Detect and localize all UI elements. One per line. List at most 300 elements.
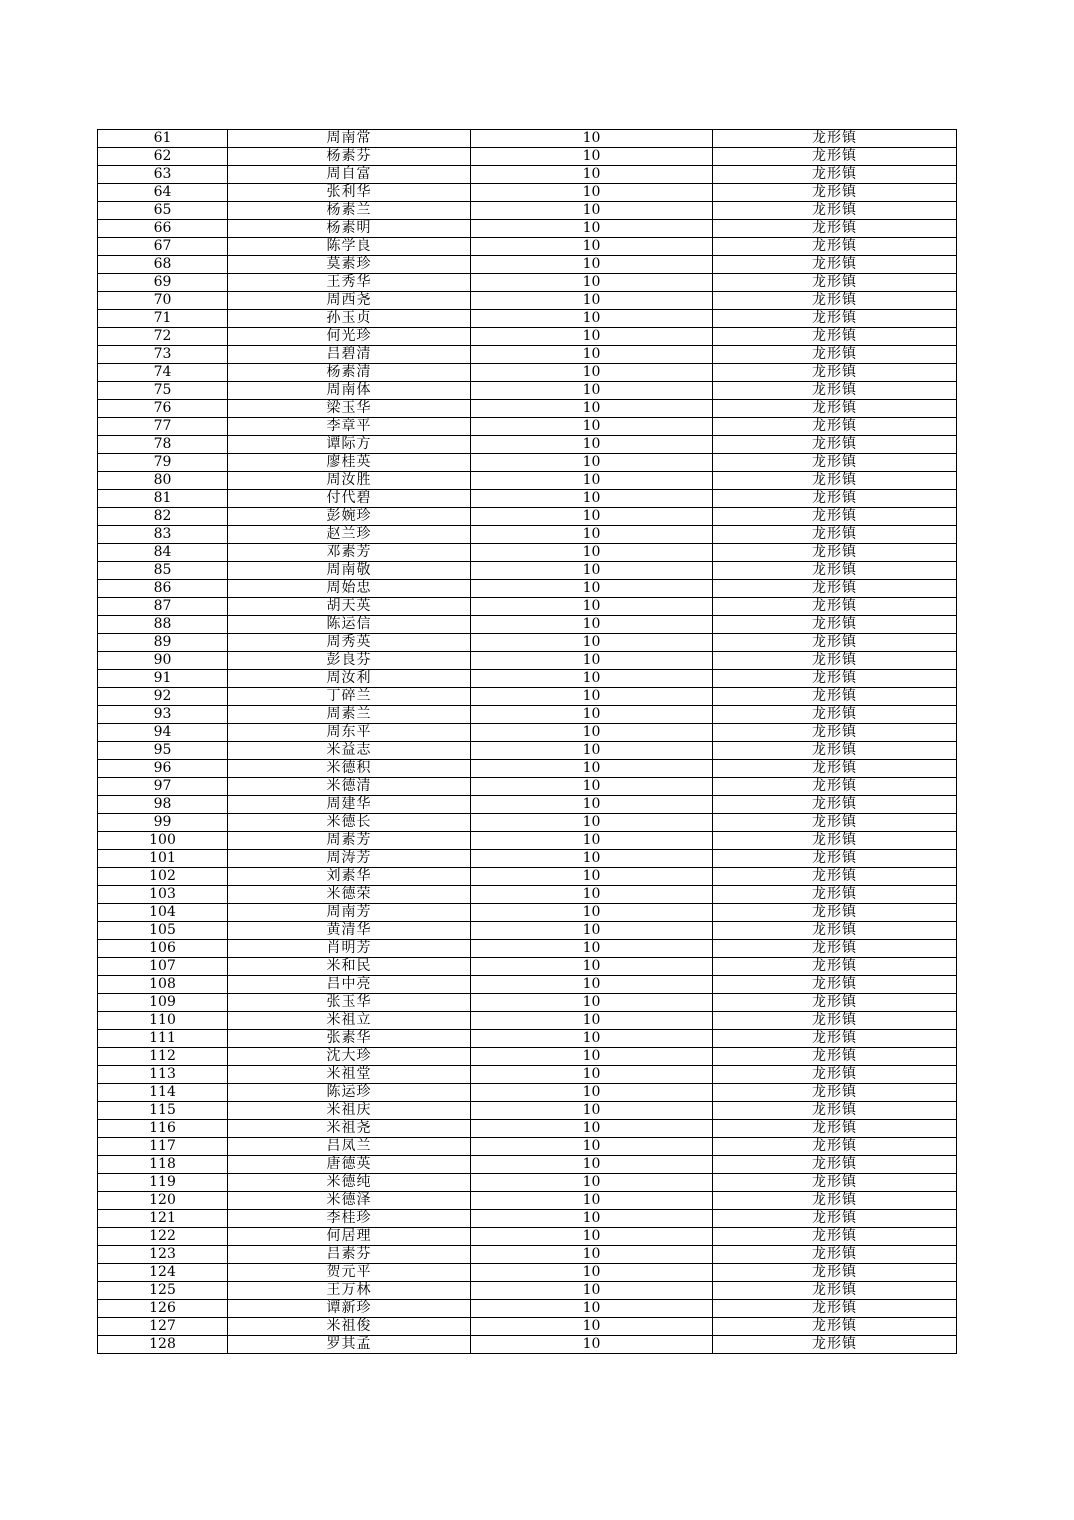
town-cell: 龙形镇	[713, 922, 957, 940]
name-cell: 周汝利	[228, 670, 471, 688]
amount-cell: 10	[471, 634, 713, 652]
town-cell: 龙形镇	[713, 958, 957, 976]
amount-cell: 10	[471, 1120, 713, 1138]
town-cell: 龙形镇	[713, 526, 957, 544]
town-cell: 龙形镇	[713, 472, 957, 490]
row-number-cell: 103	[98, 886, 228, 904]
amount-cell: 10	[471, 1084, 713, 1102]
row-number-cell: 66	[98, 220, 228, 238]
town-cell: 龙形镇	[713, 1246, 957, 1264]
amount-cell: 10	[471, 1138, 713, 1156]
town-cell: 龙形镇	[713, 1318, 957, 1336]
row-number-cell: 110	[98, 1012, 228, 1030]
table-row	[98, 940, 957, 958]
row-number-cell: 81	[98, 490, 228, 508]
row-number-cell: 126	[98, 1300, 228, 1318]
table-row	[98, 1012, 957, 1030]
row-number-cell: 127	[98, 1318, 228, 1336]
table-row	[98, 1120, 957, 1138]
amount-cell: 10	[471, 940, 713, 958]
row-number-cell: 85	[98, 562, 228, 580]
name-cell: 何光珍	[228, 328, 471, 346]
name-cell: 杨素兰	[228, 202, 471, 220]
amount-cell: 10	[471, 454, 713, 472]
table-row	[98, 436, 957, 454]
name-cell: 胡天英	[228, 598, 471, 616]
amount-cell: 10	[471, 886, 713, 904]
amount-cell: 10	[471, 130, 713, 148]
town-cell: 龙形镇	[713, 184, 957, 202]
town-cell: 龙形镇	[713, 220, 957, 238]
table-row	[98, 148, 957, 166]
amount-cell: 10	[471, 1174, 713, 1192]
table-row	[98, 238, 957, 256]
town-cell: 龙形镇	[713, 1282, 957, 1300]
row-number-cell: 89	[98, 634, 228, 652]
row-number-cell: 114	[98, 1084, 228, 1102]
row-number-cell: 82	[98, 508, 228, 526]
amount-cell: 10	[471, 562, 713, 580]
amount-cell: 10	[471, 202, 713, 220]
name-cell: 周西尧	[228, 292, 471, 310]
name-cell: 贺元平	[228, 1264, 471, 1282]
name-cell: 周自富	[228, 166, 471, 184]
row-number-cell: 120	[98, 1192, 228, 1210]
name-cell: 米德泽	[228, 1192, 471, 1210]
row-number-cell: 102	[98, 868, 228, 886]
table-body	[98, 130, 957, 1354]
amount-cell: 10	[471, 832, 713, 850]
name-cell: 米祖堂	[228, 1066, 471, 1084]
amount-cell: 10	[471, 904, 713, 922]
amount-cell: 10	[471, 580, 713, 598]
town-cell: 龙形镇	[713, 670, 957, 688]
town-cell: 龙形镇	[713, 940, 957, 958]
row-number-cell: 86	[98, 580, 228, 598]
town-cell: 龙形镇	[713, 1084, 957, 1102]
name-cell: 陈运珍	[228, 1084, 471, 1102]
name-cell: 米益志	[228, 742, 471, 760]
name-cell: 黄清华	[228, 922, 471, 940]
name-cell: 王秀华	[228, 274, 471, 292]
table-row	[98, 1192, 957, 1210]
town-cell: 龙形镇	[713, 1300, 957, 1318]
amount-cell: 10	[471, 508, 713, 526]
town-cell: 龙形镇	[713, 724, 957, 742]
name-cell: 王万林	[228, 1282, 471, 1300]
amount-cell: 10	[471, 1246, 713, 1264]
amount-cell: 10	[471, 184, 713, 202]
table-row	[98, 490, 957, 508]
name-cell: 吕素芬	[228, 1246, 471, 1264]
amount-cell: 10	[471, 1300, 713, 1318]
name-cell: 梁玉华	[228, 400, 471, 418]
name-cell: 周建华	[228, 796, 471, 814]
name-cell: 米祖俊	[228, 1318, 471, 1336]
table-row	[98, 382, 957, 400]
amount-cell: 10	[471, 1228, 713, 1246]
name-cell: 杨素明	[228, 220, 471, 238]
amount-cell: 10	[471, 1318, 713, 1336]
name-cell: 米和民	[228, 958, 471, 976]
name-cell: 李章平	[228, 418, 471, 436]
table-row	[98, 1102, 957, 1120]
name-cell: 米德清	[228, 778, 471, 796]
amount-cell: 10	[471, 238, 713, 256]
row-number-cell: 80	[98, 472, 228, 490]
amount-cell: 10	[471, 958, 713, 976]
amount-cell: 10	[471, 1066, 713, 1084]
town-cell: 龙形镇	[713, 364, 957, 382]
table-row	[98, 742, 957, 760]
amount-cell: 10	[471, 796, 713, 814]
row-number-cell: 115	[98, 1102, 228, 1120]
row-number-cell: 119	[98, 1174, 228, 1192]
row-number-cell: 118	[98, 1156, 228, 1174]
table-row	[98, 760, 957, 778]
row-number-cell: 108	[98, 976, 228, 994]
town-cell: 龙形镇	[713, 274, 957, 292]
row-number-cell: 104	[98, 904, 228, 922]
amount-cell: 10	[471, 1282, 713, 1300]
row-number-cell: 63	[98, 166, 228, 184]
amount-cell: 10	[471, 526, 713, 544]
name-cell: 何居理	[228, 1228, 471, 1246]
town-cell: 龙形镇	[713, 1210, 957, 1228]
row-number-cell: 84	[98, 544, 228, 562]
table-row	[98, 292, 957, 310]
town-cell: 龙形镇	[713, 1174, 957, 1192]
row-number-cell: 69	[98, 274, 228, 292]
row-number-cell: 92	[98, 688, 228, 706]
table-row	[98, 202, 957, 220]
row-number-cell: 87	[98, 598, 228, 616]
town-cell: 龙形镇	[713, 868, 957, 886]
name-cell: 孙玉贞	[228, 310, 471, 328]
amount-cell: 10	[471, 166, 713, 184]
town-cell: 龙形镇	[713, 1030, 957, 1048]
town-cell: 龙形镇	[713, 1336, 957, 1354]
table-row	[98, 544, 957, 562]
row-number-cell: 99	[98, 814, 228, 832]
amount-cell: 10	[471, 706, 713, 724]
town-cell: 龙形镇	[713, 130, 957, 148]
table-row	[98, 526, 957, 544]
town-cell: 龙形镇	[713, 202, 957, 220]
table-row	[98, 508, 957, 526]
table-row	[98, 1210, 957, 1228]
amount-cell: 10	[471, 688, 713, 706]
amount-cell: 10	[471, 1264, 713, 1282]
row-number-cell: 64	[98, 184, 228, 202]
town-cell: 龙形镇	[713, 580, 957, 598]
amount-cell: 10	[471, 850, 713, 868]
town-cell: 龙形镇	[713, 832, 957, 850]
name-cell: 米德荣	[228, 886, 471, 904]
name-cell: 陈学良	[228, 238, 471, 256]
row-number-cell: 112	[98, 1048, 228, 1066]
row-number-cell: 105	[98, 922, 228, 940]
town-cell: 龙形镇	[713, 1156, 957, 1174]
table-row	[98, 1228, 957, 1246]
name-cell: 邓素芳	[228, 544, 471, 562]
name-cell: 周始忠	[228, 580, 471, 598]
town-cell: 龙形镇	[713, 598, 957, 616]
table-row	[98, 1174, 957, 1192]
row-number-cell: 62	[98, 148, 228, 166]
town-cell: 龙形镇	[713, 508, 957, 526]
table-row	[98, 670, 957, 688]
amount-cell: 10	[471, 868, 713, 886]
name-cell: 周南常	[228, 130, 471, 148]
table-row	[98, 778, 957, 796]
town-cell: 龙形镇	[713, 382, 957, 400]
amount-cell: 10	[471, 670, 713, 688]
town-cell: 龙形镇	[713, 1048, 957, 1066]
name-cell: 米德积	[228, 760, 471, 778]
amount-cell: 10	[471, 490, 713, 508]
row-number-cell: 121	[98, 1210, 228, 1228]
row-number-cell: 74	[98, 364, 228, 382]
name-cell: 张玉华	[228, 994, 471, 1012]
table-row	[98, 310, 957, 328]
name-cell: 吕凤兰	[228, 1138, 471, 1156]
table-row	[98, 652, 957, 670]
name-cell: 沈大珍	[228, 1048, 471, 1066]
name-cell: 罗其孟	[228, 1336, 471, 1354]
town-cell: 龙形镇	[713, 634, 957, 652]
table-row	[98, 706, 957, 724]
row-number-cell: 70	[98, 292, 228, 310]
data-table	[97, 129, 957, 1354]
row-number-cell: 117	[98, 1138, 228, 1156]
table-row	[98, 1030, 957, 1048]
amount-cell: 10	[471, 436, 713, 454]
row-number-cell: 65	[98, 202, 228, 220]
name-cell: 谭际方	[228, 436, 471, 454]
name-cell: 周素芳	[228, 832, 471, 850]
amount-cell: 10	[471, 616, 713, 634]
town-cell: 龙形镇	[713, 904, 957, 922]
town-cell: 龙形镇	[713, 1192, 957, 1210]
table-row	[98, 922, 957, 940]
amount-cell: 10	[471, 1192, 713, 1210]
name-cell: 周南敬	[228, 562, 471, 580]
amount-cell: 10	[471, 382, 713, 400]
row-number-cell: 111	[98, 1030, 228, 1048]
row-number-cell: 75	[98, 382, 228, 400]
town-cell: 龙形镇	[713, 850, 957, 868]
town-cell: 龙形镇	[713, 436, 957, 454]
table-row	[98, 364, 957, 382]
table-row	[98, 346, 957, 364]
row-number-cell: 98	[98, 796, 228, 814]
amount-cell: 10	[471, 1030, 713, 1048]
table-row	[98, 832, 957, 850]
name-cell: 张素华	[228, 1030, 471, 1048]
table-row	[98, 1336, 957, 1354]
amount-cell: 10	[471, 778, 713, 796]
name-cell: 周东平	[228, 724, 471, 742]
row-number-cell: 72	[98, 328, 228, 346]
row-number-cell: 76	[98, 400, 228, 418]
amount-cell: 10	[471, 274, 713, 292]
name-cell: 彭良芬	[228, 652, 471, 670]
amount-cell: 10	[471, 814, 713, 832]
amount-cell: 10	[471, 724, 713, 742]
table-row	[98, 1246, 957, 1264]
town-cell: 龙形镇	[713, 760, 957, 778]
table-row	[98, 796, 957, 814]
table-row	[98, 1264, 957, 1282]
amount-cell: 10	[471, 1048, 713, 1066]
table-row	[98, 688, 957, 706]
table-row	[98, 184, 957, 202]
row-number-cell: 91	[98, 670, 228, 688]
name-cell: 唐德英	[228, 1156, 471, 1174]
town-cell: 龙形镇	[713, 994, 957, 1012]
table-row	[98, 562, 957, 580]
table-row	[98, 130, 957, 148]
town-cell: 龙形镇	[713, 1012, 957, 1030]
row-number-cell: 100	[98, 832, 228, 850]
amount-cell: 10	[471, 652, 713, 670]
row-number-cell: 116	[98, 1120, 228, 1138]
town-cell: 龙形镇	[713, 1102, 957, 1120]
name-cell: 廖桂英	[228, 454, 471, 472]
row-number-cell: 68	[98, 256, 228, 274]
town-cell: 龙形镇	[713, 706, 957, 724]
town-cell: 龙形镇	[713, 166, 957, 184]
name-cell: 周涛芳	[228, 850, 471, 868]
amount-cell: 10	[471, 922, 713, 940]
name-cell: 米德纯	[228, 1174, 471, 1192]
town-cell: 龙形镇	[713, 796, 957, 814]
town-cell: 龙形镇	[713, 292, 957, 310]
amount-cell: 10	[471, 256, 713, 274]
town-cell: 龙形镇	[713, 346, 957, 364]
row-number-cell: 123	[98, 1246, 228, 1264]
name-cell: 丁碎兰	[228, 688, 471, 706]
town-cell: 龙形镇	[713, 652, 957, 670]
town-cell: 龙形镇	[713, 688, 957, 706]
town-cell: 龙形镇	[713, 490, 957, 508]
town-cell: 龙形镇	[713, 310, 957, 328]
row-number-cell: 95	[98, 742, 228, 760]
name-cell: 付代碧	[228, 490, 471, 508]
name-cell: 赵兰珍	[228, 526, 471, 544]
town-cell: 龙形镇	[713, 256, 957, 274]
town-cell: 龙形镇	[713, 814, 957, 832]
table-row	[98, 634, 957, 652]
table-row	[98, 1156, 957, 1174]
table-row	[98, 850, 957, 868]
row-number-cell: 101	[98, 850, 228, 868]
name-cell: 刘素华	[228, 868, 471, 886]
amount-cell: 10	[471, 760, 713, 778]
row-number-cell: 67	[98, 238, 228, 256]
row-number-cell: 79	[98, 454, 228, 472]
table-row	[98, 886, 957, 904]
town-cell: 龙形镇	[713, 976, 957, 994]
town-cell: 龙形镇	[713, 238, 957, 256]
amount-cell: 10	[471, 1102, 713, 1120]
amount-cell: 10	[471, 472, 713, 490]
row-number-cell: 125	[98, 1282, 228, 1300]
name-cell: 周秀英	[228, 634, 471, 652]
town-cell: 龙形镇	[713, 400, 957, 418]
name-cell: 谭新珍	[228, 1300, 471, 1318]
table-row	[98, 958, 957, 976]
table-row	[98, 1300, 957, 1318]
name-cell: 肖明芳	[228, 940, 471, 958]
row-number-cell: 61	[98, 130, 228, 148]
table-row	[98, 472, 957, 490]
row-number-cell: 113	[98, 1066, 228, 1084]
table-row	[98, 814, 957, 832]
table-row	[98, 328, 957, 346]
name-cell: 莫素珍	[228, 256, 471, 274]
amount-cell: 10	[471, 364, 713, 382]
name-cell: 李桂珍	[228, 1210, 471, 1228]
name-cell: 周汝胜	[228, 472, 471, 490]
row-number-cell: 88	[98, 616, 228, 634]
row-number-cell: 90	[98, 652, 228, 670]
amount-cell: 10	[471, 292, 713, 310]
table-row	[98, 220, 957, 238]
row-number-cell: 109	[98, 994, 228, 1012]
name-cell: 米德长	[228, 814, 471, 832]
name-cell: 周南芳	[228, 904, 471, 922]
row-number-cell: 77	[98, 418, 228, 436]
amount-cell: 10	[471, 544, 713, 562]
amount-cell: 10	[471, 994, 713, 1012]
table-row	[98, 256, 957, 274]
name-cell: 吕碧清	[228, 346, 471, 364]
town-cell: 龙形镇	[713, 148, 957, 166]
row-number-cell: 124	[98, 1264, 228, 1282]
name-cell: 米祖庆	[228, 1102, 471, 1120]
town-cell: 龙形镇	[713, 1066, 957, 1084]
amount-cell: 10	[471, 976, 713, 994]
table-row	[98, 904, 957, 922]
row-number-cell: 73	[98, 346, 228, 364]
table-row	[98, 274, 957, 292]
town-cell: 龙形镇	[713, 454, 957, 472]
row-number-cell: 71	[98, 310, 228, 328]
table-row	[98, 1318, 957, 1336]
amount-cell: 10	[471, 220, 713, 238]
table-row	[98, 454, 957, 472]
table-row	[98, 994, 957, 1012]
amount-cell: 10	[471, 1210, 713, 1228]
table-row	[98, 1048, 957, 1066]
town-cell: 龙形镇	[713, 1264, 957, 1282]
amount-cell: 10	[471, 742, 713, 760]
table-row	[98, 1138, 957, 1156]
town-cell: 龙形镇	[713, 418, 957, 436]
amount-cell: 10	[471, 1336, 713, 1354]
row-number-cell: 122	[98, 1228, 228, 1246]
town-cell: 龙形镇	[713, 1138, 957, 1156]
table-row	[98, 400, 957, 418]
amount-cell: 10	[471, 418, 713, 436]
table-row	[98, 598, 957, 616]
name-cell: 彭婉珍	[228, 508, 471, 526]
row-number-cell: 93	[98, 706, 228, 724]
name-cell: 张利华	[228, 184, 471, 202]
town-cell: 龙形镇	[713, 886, 957, 904]
